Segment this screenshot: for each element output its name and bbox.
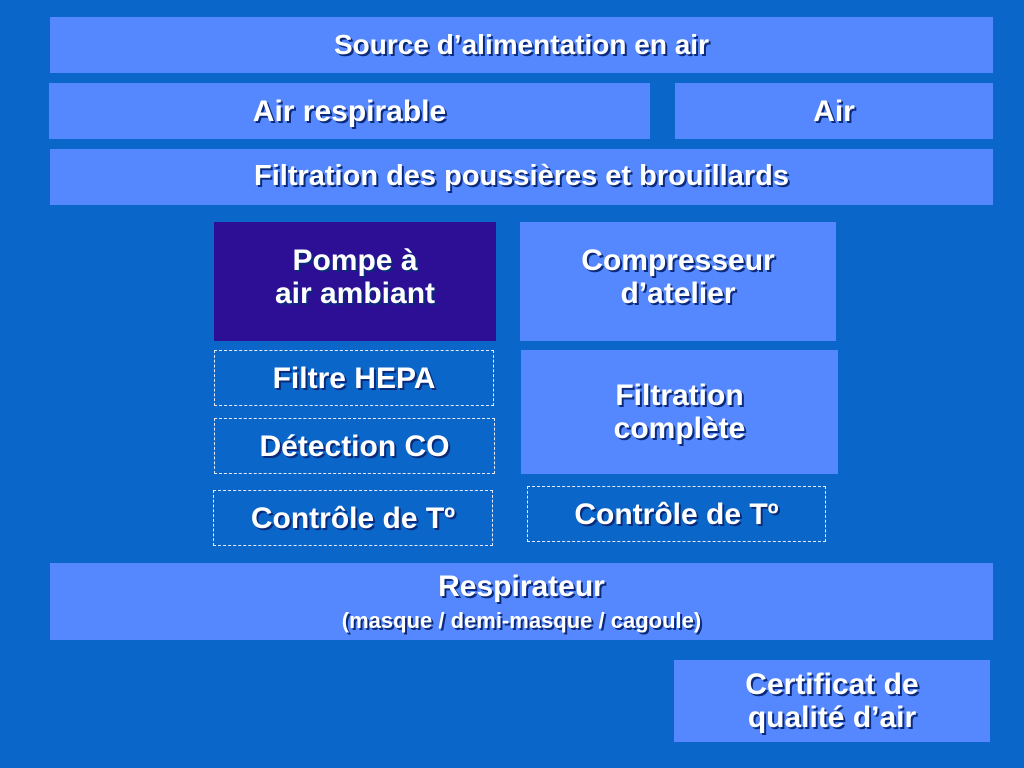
co-detection-box [214, 418, 495, 474]
full-filtration-line2: complète [613, 412, 746, 445]
ambient-air-pump-line2: air ambiant [274, 277, 436, 310]
co-detection-label: Détection CO [259, 429, 450, 463]
ambient-air-pump-line1: Pompe à [292, 244, 418, 277]
workshop-compressor-line2: d’atelier [620, 277, 736, 310]
breathable-air-box [49, 83, 650, 139]
air-quality-certificate-line1: Certificat de [745, 668, 919, 701]
dust-mist-filtration-label: Filtration des poussières et brouillards [253, 160, 789, 193]
respirator-title: Respirateur [438, 569, 605, 603]
full-filtration-box [521, 350, 838, 474]
air-quality-certificate-line2: qualité d’air [747, 701, 917, 734]
workshop-compressor-box [520, 222, 836, 341]
air-box [675, 83, 993, 139]
ambient-air-pump-box [214, 222, 496, 341]
temperature-control-right-label: Contrôle de Tº [574, 497, 779, 531]
temperature-control-left-box [213, 490, 493, 546]
hepa-filter-label: Filtre HEPA [272, 361, 436, 395]
workshop-compressor-line1: Compresseur [581, 244, 775, 277]
breathable-air-label: Air respirable [252, 94, 447, 128]
respirator-box [50, 563, 993, 640]
dust-mist-filtration-box [50, 149, 993, 205]
air-quality-certificate-box [674, 660, 990, 742]
air-supply-source-box [50, 17, 993, 73]
hepa-filter-box [214, 350, 494, 406]
temperature-control-left-label: Contrôle de Tº [250, 501, 456, 535]
full-filtration-line1: Filtration [615, 379, 744, 412]
respirator-subtitle: (masque / demi-masque / cagoule) [341, 607, 702, 633]
temperature-control-right-box [527, 486, 826, 542]
air-label: Air [813, 94, 855, 128]
air-supply-source-label: Source d’alimentation en air [334, 28, 709, 60]
